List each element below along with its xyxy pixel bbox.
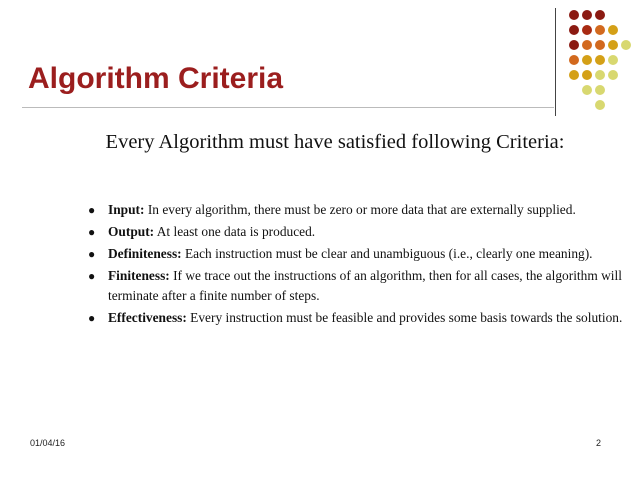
criteria-item-definiteness <box>88 244 628 264</box>
dot <box>595 25 605 35</box>
dot <box>608 40 618 50</box>
title-underline <box>22 107 554 108</box>
criteria-term: Input: <box>108 202 145 217</box>
criteria-item-effectiveness <box>88 308 628 328</box>
criteria-term: Effectiveness: <box>108 310 187 325</box>
dot <box>621 40 631 50</box>
criteria-term: Finiteness: <box>108 268 170 283</box>
slide-title: Algorithm Criteria <box>28 62 284 95</box>
bullet-icon: ● <box>88 203 96 217</box>
criteria-text: At least one data is produced. <box>154 224 316 239</box>
criteria-text: In every algorithm, there must be zero or more data that are externally supplied. <box>144 202 576 217</box>
dot <box>569 25 579 35</box>
vertical-accent-line <box>555 8 556 116</box>
slide-subtitle: Every Algorithm must have satisfied following Criteria: <box>105 131 565 153</box>
decorative-dot-grid <box>560 6 638 118</box>
criteria-text: Each instruction must be clear and unambiguous (i.e., clearly one meaning). <box>181 246 593 261</box>
dot <box>582 40 592 50</box>
dot <box>608 25 618 35</box>
dot <box>595 70 605 80</box>
criteria-term: Definiteness: <box>108 246 182 261</box>
criteria-item-output <box>88 222 628 242</box>
dot <box>582 10 592 20</box>
dot <box>595 40 605 50</box>
dot <box>595 10 605 20</box>
dot <box>569 40 579 50</box>
criteria-item-finiteness <box>88 266 628 306</box>
footer-date: 01/04/16 <box>30 438 66 448</box>
dot <box>569 10 579 20</box>
dot <box>595 100 605 110</box>
criteria-text: If we trace out the instructions of an algorithm, then for all cases, the algorithm will terminate after a finite number of steps. <box>108 268 622 303</box>
dot <box>582 25 592 35</box>
dot <box>582 85 592 95</box>
footer-page-number: 2 <box>596 438 602 448</box>
bullet-icon: ● <box>88 269 96 283</box>
dot <box>569 70 579 80</box>
dot <box>595 85 605 95</box>
dot <box>608 70 618 80</box>
dot <box>582 70 592 80</box>
bullet-icon: ● <box>88 247 96 261</box>
criteria-term: Output: <box>108 224 155 239</box>
dot <box>595 55 605 65</box>
dot <box>582 55 592 65</box>
bullet-icon: ● <box>88 225 96 239</box>
criteria-item-input <box>88 200 628 220</box>
criteria-text: Every instruction must be feasible and provides some basis towards the solution. <box>186 310 623 325</box>
bullet-icon: ● <box>88 311 96 325</box>
criteria-list <box>88 200 628 330</box>
dot <box>569 55 579 65</box>
dot <box>608 55 618 65</box>
